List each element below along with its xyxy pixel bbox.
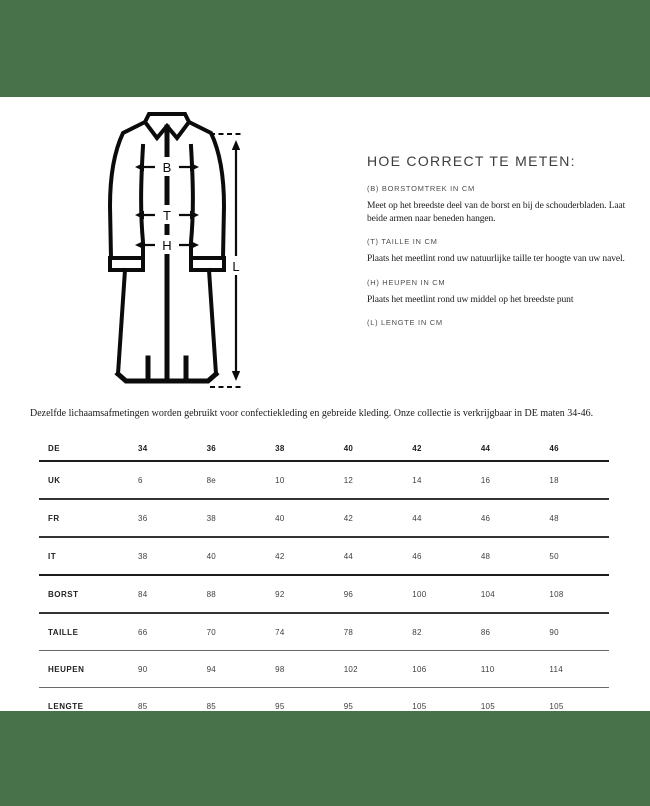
size-value: 6 — [138, 475, 143, 485]
bust-label: B — [162, 160, 172, 175]
size-value: 42 — [275, 551, 285, 561]
size-value: 10 — [275, 475, 285, 485]
size-value: 48 — [549, 513, 559, 523]
size-value: 94 — [206, 664, 217, 674]
size-value: 88 — [206, 589, 217, 599]
size-value: 38 — [275, 443, 285, 453]
size-value: 70 — [206, 627, 217, 637]
size-value: 46 — [480, 513, 491, 523]
hips-instruction-text: Plaats het meetlint rond uw middel op het breedste punt — [367, 294, 574, 305]
size-value: 42 — [412, 443, 422, 453]
size-value: 92 — [275, 589, 285, 599]
table-row — [39, 499, 609, 537]
size-table — [39, 436, 609, 724]
size-value: 44 — [343, 551, 354, 561]
garment-measure-diagram — [92, 110, 244, 392]
size-value: 40 — [206, 551, 217, 561]
row-label: BORST — [48, 589, 79, 599]
size-value: 46 — [549, 443, 559, 453]
bust-instruction-text: Meet op het breedste deel van de borst en bij de schouderbladen. Laat beide armen naar beneden hangen. — [367, 201, 626, 224]
size-value: 95 — [343, 701, 354, 711]
table-row — [39, 575, 609, 613]
header-bar — [0, 0, 650, 97]
table-row — [39, 651, 609, 688]
size-value: 38 — [138, 551, 148, 561]
size-value: 36 — [206, 443, 217, 453]
size-value: 105 — [480, 701, 496, 711]
size-value: 42 — [343, 513, 354, 523]
size-value: 74 — [275, 627, 285, 637]
table-row — [39, 613, 609, 651]
size-value: 16 — [480, 475, 491, 485]
table-row — [39, 537, 609, 575]
size-value: 100 — [412, 589, 427, 599]
size-value: 108 — [549, 589, 564, 599]
row-label: TAILLE — [48, 627, 79, 637]
size-value: 90 — [138, 664, 148, 674]
hips-instruction-label: (H) HEUPEN IN CM — [367, 277, 446, 287]
bust-instruction-label: (B) BORSTOMTREK IN CM — [367, 184, 475, 193]
size-value: 84 — [138, 589, 148, 599]
size-value: 44 — [480, 443, 491, 453]
size-value: 34 — [138, 443, 148, 453]
size-value: 78 — [343, 627, 354, 637]
length-instruction-label: (L) LENGTE IN CM — [367, 318, 443, 327]
size-table-body — [39, 436, 609, 724]
row-label: UK — [48, 475, 61, 485]
size-value: 44 — [412, 513, 422, 523]
size-value: 18 — [549, 475, 559, 485]
row-label: FR — [48, 513, 60, 523]
waist-instruction-text: Plaats het meetlint rond uw natuurlijke taille ter hoogte van uw navel. — [367, 254, 625, 264]
size-value: 90 — [549, 627, 559, 637]
size-value: 46 — [412, 551, 422, 561]
size-value: 106 — [412, 664, 427, 674]
size-value: 50 — [549, 551, 559, 561]
size-value: 12 — [343, 475, 354, 485]
size-value: 114 — [549, 664, 564, 674]
size-value: 98 — [275, 664, 285, 674]
hips-label: H — [162, 238, 172, 253]
size-value: 102 — [343, 664, 358, 674]
footer-bar — [0, 711, 650, 806]
size-value: 48 — [480, 551, 491, 561]
instructions-title: HOE CORRECT TE METEN: — [367, 153, 576, 169]
waist-instruction-label: (T) TAILLE IN CM — [367, 237, 438, 246]
row-label: HEUPEN — [48, 664, 85, 674]
size-value: 38 — [206, 513, 217, 523]
length-label: L — [232, 259, 240, 274]
size-note: Dezelfde lichaamsafmetingen worden gebruikt voor confectiekleding en gebreide kleding. Onze collectie is verkrijgbaar in DE maten 34-46. — [30, 408, 594, 419]
table-row — [39, 436, 609, 461]
row-label: DE — [48, 443, 61, 453]
size-value: 86 — [480, 627, 491, 637]
size-value: 14 — [412, 475, 422, 485]
size-value: 85 — [206, 701, 217, 711]
size-value: 36 — [138, 513, 148, 523]
size-value: 96 — [343, 589, 354, 599]
size-value: 40 — [343, 443, 354, 453]
size-value: 82 — [412, 627, 422, 637]
measuring-instructions — [367, 153, 631, 334]
size-value: 95 — [275, 701, 285, 711]
size-value: 105 — [412, 701, 427, 711]
table-row — [39, 461, 609, 499]
waist-label: T — [163, 208, 171, 223]
size-value: 8e — [206, 475, 217, 485]
size-value: 40 — [275, 513, 285, 523]
size-value: 104 — [480, 589, 496, 599]
size-value: 105 — [549, 701, 564, 711]
size-value: 85 — [138, 701, 148, 711]
row-label: IT — [48, 551, 57, 561]
row-label: LENGTE — [48, 701, 84, 711]
size-value: 110 — [480, 664, 495, 674]
size-value: 66 — [138, 627, 148, 637]
